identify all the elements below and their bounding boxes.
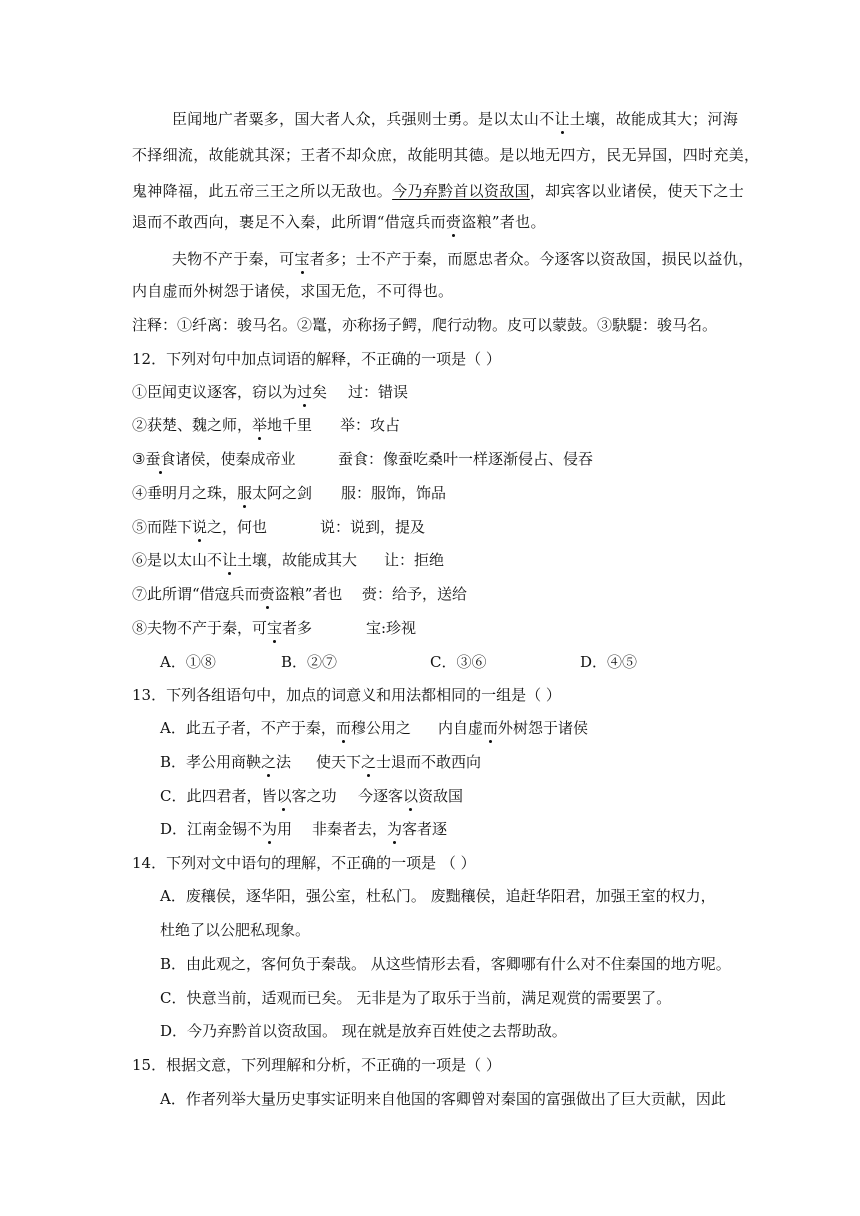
text-span: 土壤，故能成其大 [237, 551, 358, 569]
q12-gloss: 宝:珍视 [366, 619, 417, 637]
q12-item [132, 550, 357, 570]
text-span: ，却宾客以业诸侯，使天下之士 [529, 182, 745, 200]
text-span: ③ [132, 450, 146, 468]
passage-p1-line4 [132, 212, 546, 232]
dotted-word: 让 [222, 551, 238, 569]
text-span: 之，何也 [207, 518, 268, 536]
q12-gloss: 举：攻占 [340, 416, 401, 434]
q14-option-b: B．由此观之，客何负于秦哉。 从这些情形去看，客卿哪有什么对不住秦国的地方呢。 [160, 955, 731, 973]
q12-item [132, 449, 295, 469]
passage-p1-line1 [172, 109, 738, 129]
q12-option-d: D．④⑤ [580, 653, 638, 671]
text-span: ⑤而陛下 [132, 518, 193, 536]
q13-option [160, 786, 337, 806]
q12-option-c: C．③⑥ [430, 653, 487, 671]
dotted-word: 宝 [267, 619, 283, 637]
dotted-word: 以 [403, 787, 419, 805]
q14-option-a-cont: 杜绝了以公肥私现象。 [160, 921, 311, 939]
text-span: ①臣闻吏议逐客，窃以为 [132, 383, 298, 401]
passage-p1-line2: 不择细流，故能就其深；王者不却众庶，故能明其德。是以地无四方，民无异国，四时充美， [132, 146, 760, 164]
q13-option [160, 752, 291, 772]
text-span: ⑥是以太山不 [132, 551, 223, 569]
text-span: 客者逐 [402, 820, 448, 838]
q12-stem: 12．下列对句中加点词语的解释，不正确的一项是（ ） [132, 350, 501, 368]
text-span: ②获楚、魏之师， [132, 416, 253, 434]
q12-item [132, 382, 327, 402]
dotted-word: 宝 [294, 250, 310, 268]
dotted-word: 让 [554, 110, 570, 128]
q13-option-compare [358, 786, 463, 806]
text-span: 外树怨于诸侯 [498, 719, 589, 737]
q12-gloss: 蚕食：像蚕吃桑叶一样逐渐侵占、侵吞 [338, 450, 594, 468]
text-span: 者多 [282, 619, 313, 637]
text-span: 盗粮”者也。 [461, 213, 546, 231]
footnote: 注释：①纤离：骏马名。②鼍，亦称扬子鳄，爬行动物。皮可以蒙鼓。③駃騠：骏马名。 [132, 316, 718, 334]
text-span: ⑦此所谓“借寇兵而 [132, 585, 260, 603]
text-span: 土壤，故能成其大；河海 [569, 110, 739, 128]
q12-option-a: A．①⑧ [160, 653, 216, 671]
passage-p2-line1 [172, 249, 753, 269]
dotted-word: 之 [261, 753, 277, 771]
text-span: 地千里 [267, 416, 313, 434]
text-span: 法 [276, 753, 292, 771]
q15-option-a: A．作者列举大量历史事实证明来自他国的客卿曾对秦国的富强做出了巨大贡献，因此 [160, 1090, 726, 1108]
text-span: 资敌国 [418, 787, 464, 805]
dotted-word: 之 [361, 753, 377, 771]
text-span: 客之功 [291, 787, 337, 805]
dotted-word: 为 [387, 820, 403, 838]
text-span: 使天下 [316, 753, 362, 771]
dotted-word: 而 [483, 719, 499, 737]
text-span: 臣闻地广者粟多，国大者人众，兵强则士勇。是以太山不 [172, 110, 555, 128]
passage-p2-line2: 内自虚而外树怨于诸侯，求国无危，不可得也。 [132, 282, 454, 300]
text-span: 太阿之剑 [252, 484, 313, 502]
q12-item [132, 618, 312, 638]
q12-gloss: 服：服饰，饰品 [341, 484, 447, 502]
text-span: C．此四君者，皆 [160, 787, 277, 805]
text-span: 夫物不产于秦，可 [172, 250, 295, 268]
q12-option-b: B．②⑦ [281, 653, 338, 671]
dotted-word: 蚕食 [145, 450, 176, 468]
text-span: 今逐客 [358, 787, 404, 805]
text-span: 诸侯，使秦成帝业 [175, 450, 296, 468]
text-span: 穆公用之 [350, 719, 411, 737]
text-span: 退而不敢西向，裹足不入秦，此所谓“借寇兵而 [132, 213, 446, 231]
text-span: 士退而不敢西向 [376, 753, 482, 771]
text-span: 盗粮”者也 [274, 585, 343, 603]
q12-item [132, 483, 312, 503]
text-span: ⑧夫物不产于秦，可 [132, 619, 268, 637]
q12-gloss: 赍：给予，送给 [362, 585, 468, 603]
q13-option-compare [316, 752, 481, 772]
q13-option-compare [438, 718, 588, 738]
q14-option-c: C．快意当前，适观而已矣。 无非是为了取乐于当前，满足观赏的需要罢了。 [160, 989, 672, 1007]
q15-stem: 15．根据文意，下列理解和分析，不正确的一项是（ ） [132, 1056, 501, 1074]
dotted-word: 赍 [445, 213, 462, 231]
dotted-word: 赍 [259, 585, 275, 603]
dotted-word: 过 [297, 383, 313, 401]
text-span: 鬼神降福，此五帝三王之所以无敌也。 [132, 182, 393, 200]
passage-p1-line3 [132, 181, 744, 201]
text-span: 矣 [312, 383, 328, 401]
q13-option-compare [312, 819, 447, 839]
q12-gloss: 让：拒绝 [384, 551, 445, 569]
q13-stem: 13．下列各组语句中，加点的词意义和用法都相同的一组是（ ） [132, 686, 561, 704]
q13-option [160, 819, 292, 839]
dotted-word: 举 [252, 416, 268, 434]
text-span: 非秦者去， [312, 820, 388, 838]
q12-item [132, 415, 312, 435]
dotted-word: 以 [276, 787, 292, 805]
text-span: A．此五子者，不产于秦， [160, 719, 336, 737]
dotted-word: 而 [335, 719, 351, 737]
text-span: 者多；士不产于秦，而愿忠者众。今逐客以资敌国，损民以益仇， [309, 250, 754, 268]
underlined-sentence: 今乃弃黔首以资敌国 [392, 182, 530, 200]
q14-stem: 14．下列对文中语句的理解，不正确的一项是 （ ） [132, 854, 476, 872]
q14-option-a: A．废穰侯，逐华阳，强公室，杜私门。 废黜穰侯，追赶华阳君，加强王室的权力， [160, 887, 716, 905]
dotted-word: 服 [237, 484, 253, 502]
text-span: B．孝公用商鞅 [160, 753, 262, 771]
q12-item [132, 517, 267, 537]
q12-gloss: 过：错误 [348, 383, 409, 401]
dotted-word: 为 [262, 820, 278, 838]
q13-option [160, 718, 411, 738]
text-span: 内自虚 [438, 719, 484, 737]
text-span: ④垂明月之珠， [132, 484, 238, 502]
text-span: 用 [277, 820, 293, 838]
text-span: D．江南金锡不 [160, 820, 263, 838]
q12-gloss: 说：说到，提及 [320, 518, 426, 536]
dotted-word: 说 [192, 518, 208, 536]
q14-option-d: D．今乃弃黔首以资敌国。 现在就是放弃百姓使之去帮助敌。 [160, 1022, 567, 1040]
q12-item [132, 584, 342, 604]
